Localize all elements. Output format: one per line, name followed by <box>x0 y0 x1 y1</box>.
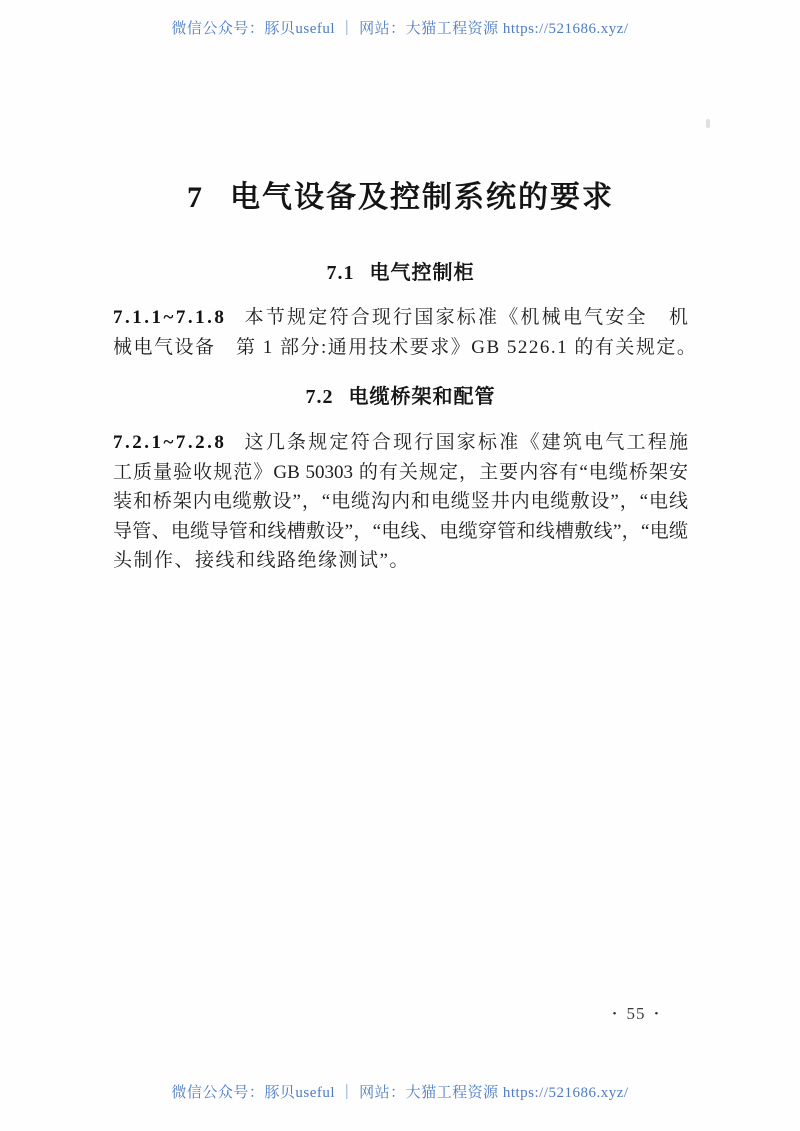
paragraph-line: 装和桥架内电缆敷设”，“电缆沟内和电缆竖井内电缆敷设”，“电线 <box>113 491 688 513</box>
page-number-dot-left: • <box>612 1008 618 1020</box>
paragraph-line: 头制作、接线和线路绝缘测试”。 <box>113 550 410 572</box>
chapter-title <box>113 180 688 216</box>
section-heading-7-1 <box>113 261 688 285</box>
paragraph-line <box>113 303 688 333</box>
section-7-1-title: 电气控制柜 <box>369 262 475 284</box>
paragraph-line: 导管、电缆导管和线槽敷设”，“电线、电缆穿管和线槽敷线”，“电缆 <box>113 520 688 542</box>
clause-paragraph-7-1 <box>113 303 698 362</box>
paragraph-text: 本节规定符合现行国家标准《机械电气安全 机 <box>242 307 688 328</box>
chapter-number: 7 <box>187 181 204 214</box>
scan-artifact <box>706 119 710 128</box>
section-7-2-number: 7.2 <box>305 386 334 408</box>
paragraph-line <box>113 428 688 458</box>
footer-watermark: 微信公众号：豚贝useful ｜ 网站：大猫工程资源 https://521686.xyz/ <box>171 1085 629 1101</box>
clause-range-label-7-2: 7.2.1~7.2.8 <box>113 432 227 453</box>
clause-range-label-7-1: 7.1.1~7.1.8 <box>113 307 227 328</box>
section-heading-7-2 <box>113 385 688 409</box>
page-number-value: 55 <box>626 1004 646 1023</box>
section-7-1-number: 7.1 <box>326 262 355 284</box>
page-number <box>536 1004 736 1024</box>
paragraph-text: 这几条规定符合现行国家标准《建筑电气工程施 <box>242 432 688 453</box>
section-7-2-title: 电缆桥架和配管 <box>348 386 496 408</box>
paragraph-line: 工质量验收规范》GB 50303 的有关规定，主要内容有“电缆桥架安 <box>113 461 688 483</box>
page-number-dot-right: • <box>654 1008 660 1020</box>
clause-paragraph-7-2 <box>113 428 688 576</box>
chapter-title-text: 电气设备及控制系统的要求 <box>230 181 614 214</box>
header-watermark: 微信公众号：豚贝useful ｜ 网站：大猫工程资源 https://521686.xyz/ <box>171 21 629 37</box>
paragraph-line: 械电气设备 第 1 部分:通用技术要求》GB 5226.1 的有关规定。 <box>113 336 698 358</box>
